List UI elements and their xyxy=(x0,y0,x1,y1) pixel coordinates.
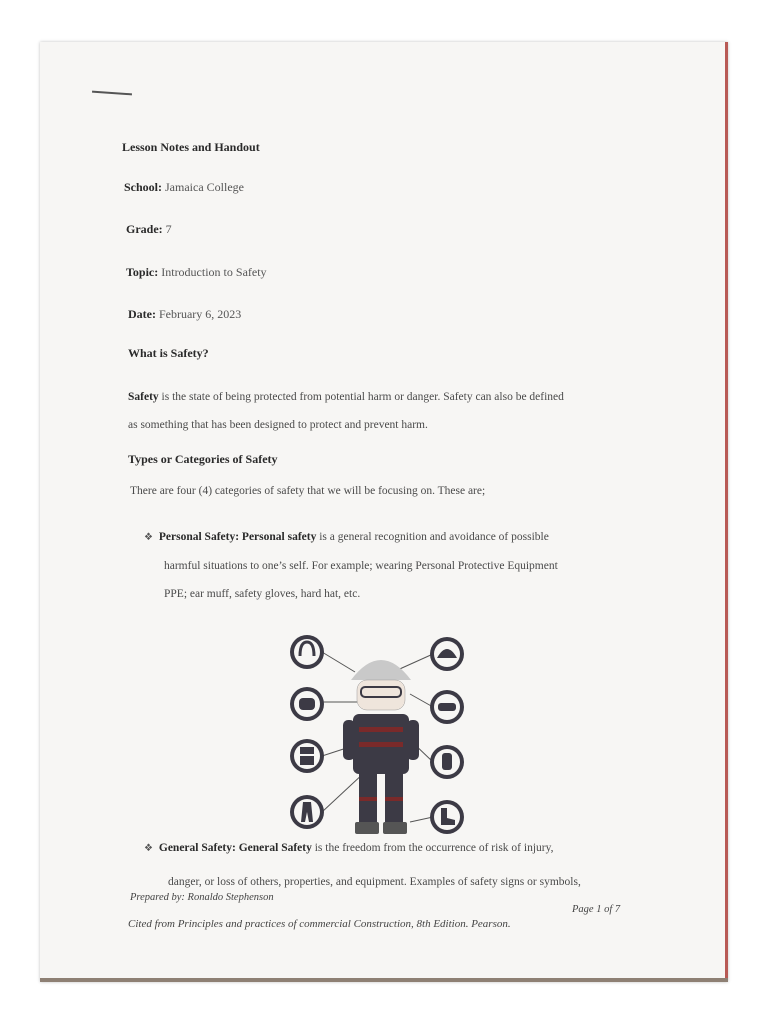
left-boot xyxy=(355,822,379,834)
safety-definition-text: is the state of being protected from potential harm or danger. Safety can also be defined xyxy=(158,391,564,403)
date-line xyxy=(128,307,241,321)
page-edge-right xyxy=(725,42,728,982)
grade-value: 7 xyxy=(165,222,172,236)
worker-figure xyxy=(343,660,419,834)
section-heading-types: Types or Categories of Safety xyxy=(128,452,278,466)
safety-definition-line-2: as something that has been designed to protect and prevent harm. xyxy=(128,419,428,431)
page-number: Page 1 of 7 xyxy=(572,904,621,915)
document-title: Lesson Notes and Handout xyxy=(122,140,260,154)
bullet-personal-safety-line-3: PPE; ear muff, safety gloves, hard hat, etc. xyxy=(164,588,361,600)
leg-stripe xyxy=(385,797,403,801)
bullet-text: is a general recognition and avoidance of possible xyxy=(316,531,549,543)
vest-stripe xyxy=(359,742,403,747)
types-intro: There are four (4) categories of safety that we will be focusing on. These are; xyxy=(130,485,486,497)
safety-glasses-icon xyxy=(430,690,464,724)
pen-mark xyxy=(92,91,132,96)
bullet-label: General Safety: xyxy=(158,842,236,854)
safety-boots-icon xyxy=(430,800,464,834)
bullet-label: Personal Safety: xyxy=(158,531,240,543)
coverall-icon xyxy=(290,795,324,829)
school-label: School: xyxy=(124,180,163,194)
section-heading-what-is-safety: What is Safety? xyxy=(128,346,209,360)
right-arm xyxy=(407,720,419,760)
citation: Cited from Principles and practices of commercial Construction, 8th Edition. Pearson. xyxy=(128,918,511,930)
bullet-text: is the freedom from the occurrence of risk of injury, xyxy=(311,842,554,854)
topic-line xyxy=(126,265,267,279)
vest-stripe xyxy=(359,727,403,732)
topic-label: Topic: xyxy=(126,265,159,279)
left-arm xyxy=(343,720,355,760)
hard-hat-shape xyxy=(351,660,411,680)
bullet-general-safety-line-1 xyxy=(144,842,553,854)
date-value: February 6, 2023 xyxy=(158,307,242,321)
date-label: Date: xyxy=(128,307,156,321)
safety-definition-line-1 xyxy=(128,391,564,403)
bullet-term: Personal safety xyxy=(241,531,317,543)
right-boot xyxy=(383,822,407,834)
bullet-general-safety-line-2: danger, or loss of others, properties, and equipment. Examples of safety signs or symbols, xyxy=(168,876,581,888)
topic-value: Introduction to Safety xyxy=(161,265,267,279)
school-line xyxy=(124,180,244,194)
grade-line xyxy=(126,222,172,236)
bullet-term: General Safety xyxy=(238,842,312,854)
bullet-personal-safety-line-1 xyxy=(144,531,549,543)
safety-term: Safety xyxy=(128,391,159,403)
leg-stripe xyxy=(359,797,377,801)
prepared-by: Prepared by: Ronaldo Stephenson xyxy=(130,892,274,903)
gloves-icon xyxy=(430,745,464,779)
ppe-illustration xyxy=(285,632,485,842)
page-edge-bottom xyxy=(40,978,728,982)
diamond-bullet-icon: ❖ xyxy=(144,843,153,854)
hard-hat-icon xyxy=(430,637,464,671)
handout-page xyxy=(40,42,728,982)
face-mask-icon xyxy=(290,687,324,721)
diamond-bullet-icon: ❖ xyxy=(144,532,153,543)
grade-label: Grade: xyxy=(126,222,163,236)
face-shape xyxy=(357,680,405,710)
bullet-personal-safety-line-2: harmful situations to one’s self. For example; wearing Personal Protective Equipment xyxy=(164,560,558,572)
school-value: Jamaica College xyxy=(165,180,244,194)
ear-muff-icon xyxy=(290,635,324,669)
safety-vest-icon xyxy=(290,739,324,773)
